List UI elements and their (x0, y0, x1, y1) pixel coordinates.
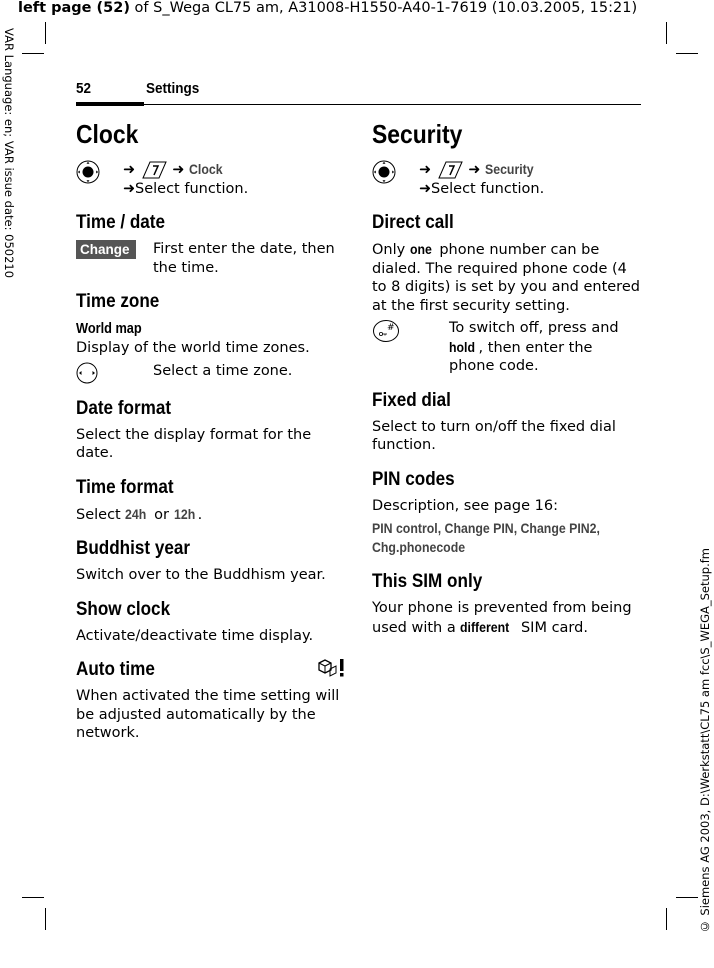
auto-time-heading: Auto time (76, 659, 155, 680)
arrow-icon: ➜ (419, 180, 432, 197)
crop-mark (676, 53, 698, 54)
show-clock-text: Activate/deactivate time display. (76, 627, 314, 644)
fixed-dial-heading: Fixed dial (372, 389, 451, 411)
sim-only-text (372, 599, 642, 637)
crop-mark (22, 897, 44, 898)
side-right-text: © Siemens AG 2003, D:\Werkstatt\CL75 am fcc\S_WEGA_Setup.fm (698, 548, 712, 934)
settings-menu-icon (436, 161, 464, 179)
nav-select-text: Select function. (135, 180, 249, 197)
network-dependent-icon (316, 657, 346, 679)
clock-nav (76, 160, 346, 198)
fixed-dial-text: Select to turn on/off the fixed dial function. (372, 418, 616, 453)
side-left-text: VAR Language: en; VAR issue date: 050210 (2, 28, 16, 279)
nav-select-text: Select function. (431, 180, 545, 197)
time-date-row (76, 240, 346, 277)
crop-mark (676, 897, 698, 898)
direct-call-key-row (372, 319, 642, 376)
arrow-icon: ➜ (419, 162, 432, 178)
nav-lr-icon (76, 362, 153, 384)
time-format-text (76, 505, 346, 525)
key-post: , then enter the phone code. (449, 339, 593, 374)
direct-call-key-text (449, 319, 642, 376)
direct-call-pre: Only (372, 242, 410, 258)
auto-time-heading-row (76, 659, 346, 681)
key-pre: To switch off, press and (449, 320, 619, 336)
different-word: different (460, 618, 510, 635)
time-format-pre: Select (76, 506, 126, 523)
nav-security-label: Security (484, 161, 534, 177)
crop-mark (666, 908, 667, 930)
world-map-subheading: World map (76, 321, 142, 337)
change-softkey: Change (76, 240, 136, 259)
security-column (372, 118, 642, 637)
svg-text:#: # (387, 323, 395, 333)
security-nav (372, 160, 642, 198)
time-format-mid: or (149, 506, 174, 523)
direct-call-one: one (409, 241, 432, 257)
arrow-icon: ➜ (123, 180, 136, 197)
pin-codes-list: PIN control, Change PIN, Change PIN2, Chg.phonecode (372, 520, 600, 555)
hash-key-icon (372, 319, 449, 343)
date-format-heading: Date format (76, 397, 172, 419)
time-date-heading: Time / date (76, 212, 166, 233)
crop-mark (45, 908, 46, 930)
sim-only-heading: This SIM only (372, 571, 483, 592)
buddhist-year-text: Switch over to the Buddhism year. (76, 567, 326, 583)
crop-mark (22, 53, 44, 54)
date-format-text: Select the display format for the date. (76, 426, 312, 461)
hold-word: hold (449, 338, 476, 355)
arrow-icon: ➜ (172, 162, 185, 178)
section-title: Settings (146, 80, 200, 97)
time-zone-select-text: Select a time zone. (153, 362, 293, 379)
arrow-icon: ➜ (468, 162, 481, 178)
settings-menu-icon (140, 161, 168, 179)
time-format-post: . (197, 506, 203, 523)
time-date-text: First enter the date, then the time. (153, 241, 335, 276)
auto-time-text: When activated the time setting will be adjusted automatically by the network. (76, 688, 340, 741)
sim-only-pre: Your phone is prevented from being used with a (372, 600, 632, 636)
clock-column (76, 118, 346, 743)
nav-clock-label: Clock (188, 161, 223, 177)
print-header-rest: of S_Wega CL75 am, A31008-H1550-A40-1-7619 (10.03.2005, 15:21) (129, 0, 638, 16)
crop-mark (45, 22, 46, 44)
time-zone-text: Display of the world time zones. (76, 340, 310, 356)
clock-title: Clock (76, 119, 139, 149)
header-rule (76, 104, 641, 105)
nav-key-icon (76, 160, 123, 184)
nav-key-icon (372, 160, 419, 184)
crop-mark (666, 22, 667, 44)
show-clock-heading: Show clock (76, 598, 171, 620)
direct-call-post: phone number can be dialed. The required phone code (4 to 8 digits) is set by you and entered at the first security setting. (372, 242, 640, 314)
arrow-icon: ➜ (123, 162, 136, 178)
page-number: 52 (76, 80, 92, 97)
option-12h: 12h (173, 505, 195, 522)
time-zone-heading: Time zone (76, 291, 160, 312)
security-title: Security (372, 119, 463, 149)
time-format-heading: Time format (76, 476, 174, 498)
time-zone-row (76, 362, 346, 384)
direct-call-text (372, 240, 642, 315)
print-header-page: left page (52) (18, 0, 130, 16)
print-header (18, 0, 637, 16)
pin-codes-heading: PIN codes (372, 468, 455, 490)
option-24h: 24h (125, 505, 147, 522)
sim-only-post: SIM card. (516, 619, 588, 636)
direct-call-heading: Direct call (372, 212, 454, 233)
buddhist-year-heading: Buddhist year (76, 538, 191, 559)
pin-codes-text: Description, see page 16: (372, 497, 558, 514)
